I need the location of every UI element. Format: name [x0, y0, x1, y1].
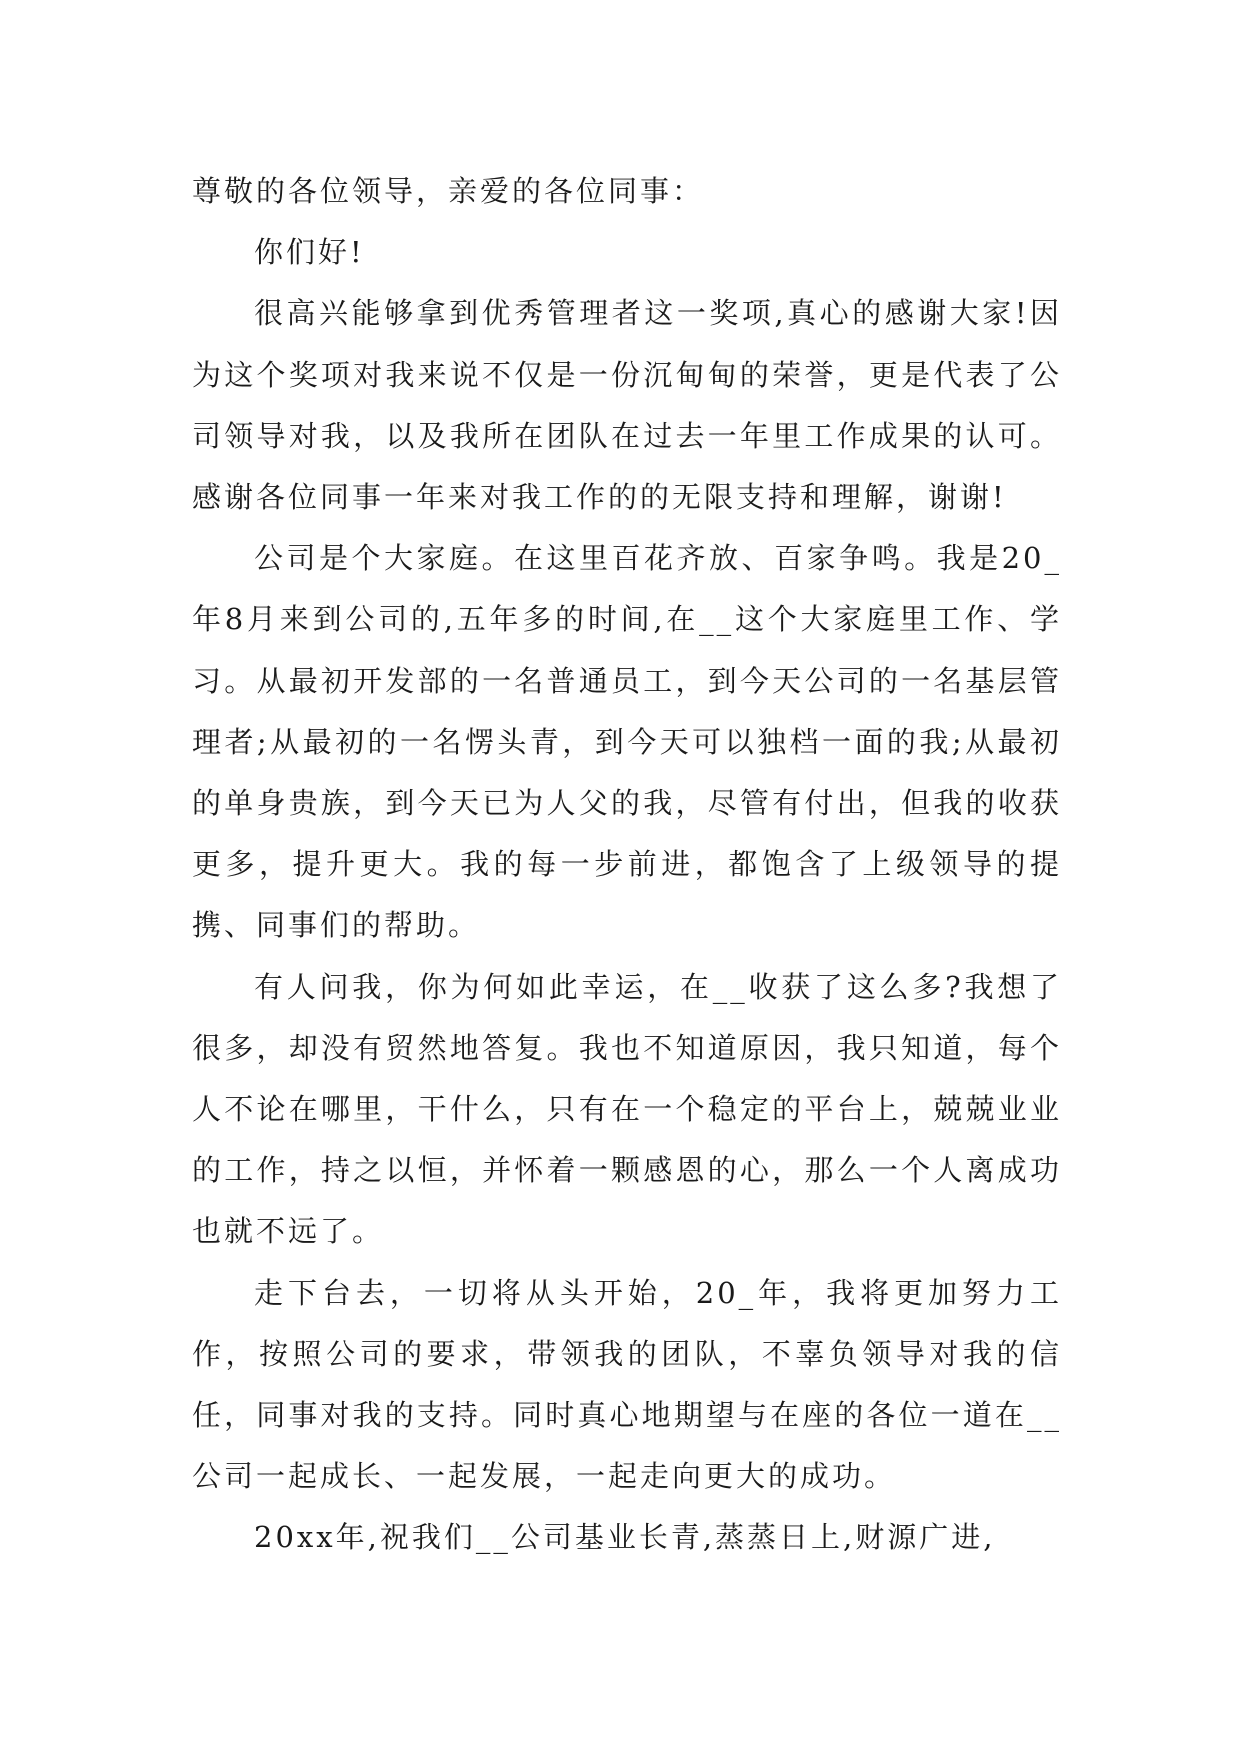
salutation: 尊敬的各位领导，亲爱的各位同事：	[192, 174, 705, 208]
greeting-paragraph: 你们好!	[254, 235, 365, 270]
future-paragraph: 走下台去，一切将从头开始，20_年，我将更加努力工作，按照公司的要求，带领我的团队，不辜负领导对我的信任，同事对我的支持。同时真心地期望与在座的各位一道在__公司一起成长、一起发展，一起走向更大的成功。	[192, 1275, 1062, 1494]
luck-paragraph: 有人问我，你为何如此幸运，在__收获了这么多?我想了很多，却没有贸然地答复。我也不知道原因，我只知道，每个人不论在哪里，干什么，只有在一个稳定的平台上，兢兢业业的工作，持之以恒，并怀着一颗感恩的心，那么一个人离成功也就不远了。	[192, 969, 1062, 1249]
company-family-paragraph: 公司是个大家庭。在这里百花齐放、百家争鸣。我是20_年8月来到公司的,五年多的时间,在__这个大家庭里工作、学习。从最初开发部的一名普通员工，到今天公司的一名基层管理者;从最初的一名愣头青，到今天可以独档一面的我;从最初的单身贵族，到今天已为人父的我，尽管有付出，但我的收获更多，提升更大。我的每一步前进，都饱含了上级领导的提携、同事们的帮助。	[192, 541, 1062, 943]
blessing-paragraph: 20xx年,祝我们__公司基业长青,蒸蒸日上,财源广进,	[254, 1520, 996, 1555]
speech-text	[192, 161, 1062, 1569]
thanks-paragraph: 很高兴能够拿到优秀管理者这一奖项,真心的感谢大家!因为这个奖项对我来说不仅是一份沉甸甸的荣誉，更是代表了公司领导对我，以及我所在团队在过去一年里工作成果的认可。感谢各位同事一年来对我工作的的无限支持和理解，谢谢!	[192, 296, 1062, 515]
